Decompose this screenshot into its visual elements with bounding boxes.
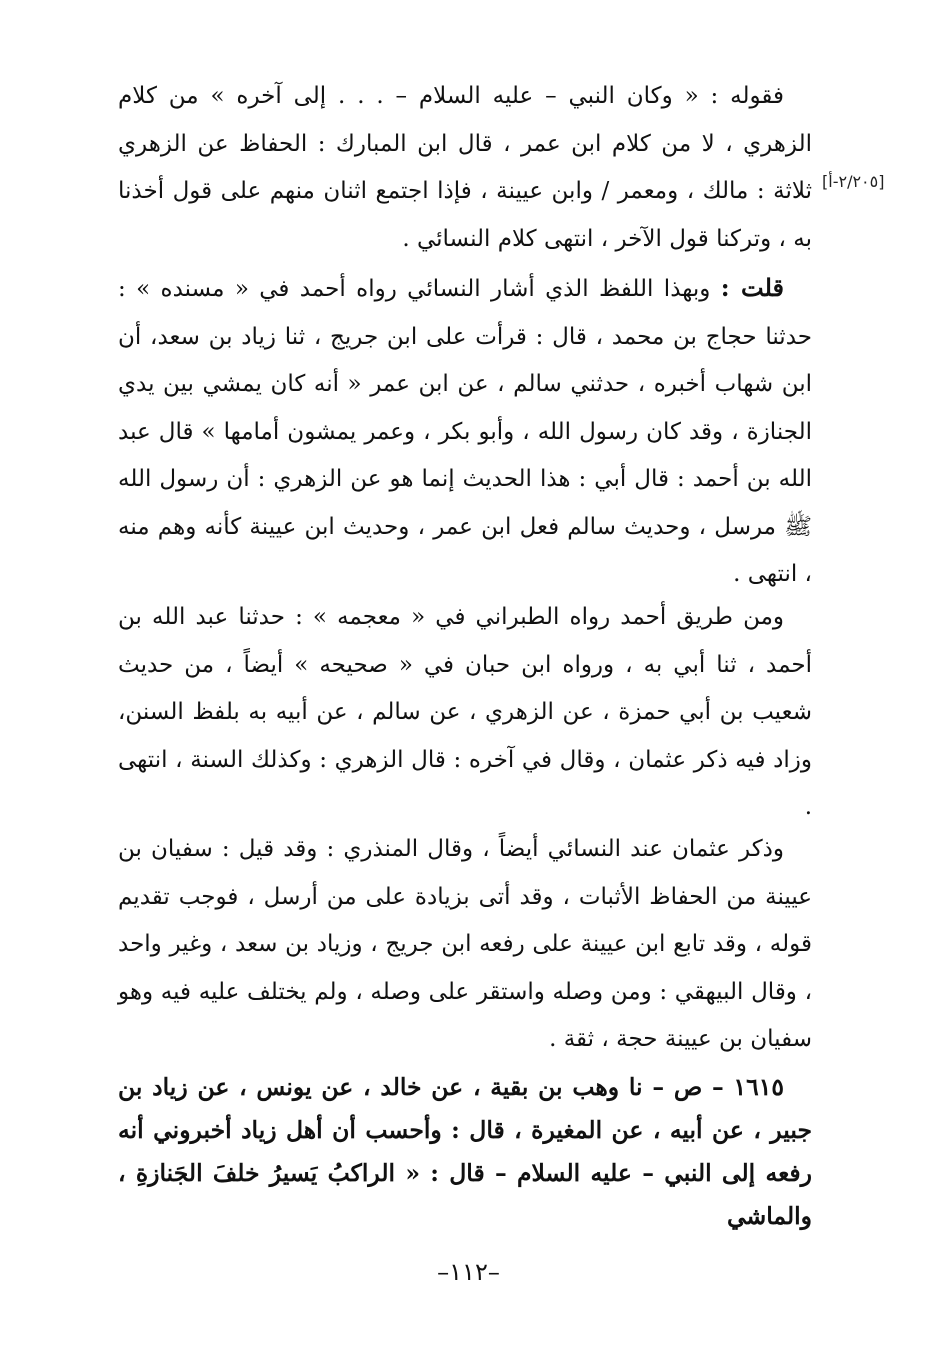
hadith-1615: ١٦١٥ – ص – نا وهب بن بقية ، عن خالد ، عن يونس ، عن زياد بن جبير ، عن أبيه ، عن المغيرة ، قال : وأحسب أن أهل زياد أخبروني أنه رفعه إلى النبي – عليه السلام – قال : « الراكبُ يَسيرُ خلفَ الجَنازةِ ، والماشي [118,1073,812,1230]
margin-folio-note: [٢/٢٠٥-أ] [822,172,885,191]
paragraph-2-lead: قلت : [720,273,785,302]
paragraph-2-body: وبهذا اللفظ الذي أشار النسائي رواه أحمد في « مسنده » : حدثنا حجاج بن محمد ، قال : قرأت على ابن جريج ، ثنا زياد بن سعد، أن ابن شهاب أخبره ، حدثني سالم ، عن ابن عمر « أنه كان يمشي بين يدي الجنازة ، وقد كان رسول الله ، وأبو بكر ، وعمر يمشون أمامها » قال عبد الله بن أحمد : قال أبي : هذا الحديث إنما هو عن الزهري : أن رسول الله ﷺ مرسل ، وحديث سالم فعل ابن عمر ، وحديث ابن عيينة كأنه وهم منه ، انتهى . [118,276,812,587]
paragraph-2-block [118,264,812,599]
paragraph-1-block [118,73,812,263]
paragraph-4: وذكر عثمان عند النسائي أيضاً ، وقال المنذري : وقد قيل : سفيان بن عيينة من الحفاظ الأثبات ، وقد أتى بزيادة على من أرسل ، فوجب تقديم قوله ، وقد تابع ابن عيينة على رفعه ابن جريج ، وزياد بن سعد ، وغير واحد ، وقال البيهقي : ومن وصله واستقر على وصله ، ولم يختلف عليه فيه وهو سفيان بن عيينة حجة ، ثقة . [118,836,812,1052]
paragraph-5-block [118,1066,812,1238]
paragraph-2 [118,264,812,599]
paragraph-1: فقوله : « وكان النبي – عليه السلام – . . . إلى آخره » من كلام الزهري ، لا من كلام ابن عمر ، قال ابن المبارك : الحفاظ عن الزهري ثلاثة : مالك ، ومعمر / وابن عيينة ، فإذا اجتمع اثنان منهم على قول أخذنا به ، وتركنا قول الآخر ، انتهى كلام النسائي . [118,83,812,252]
paragraph-3: ومن طريق أحمد رواه الطبراني في « معجمه » : حدثنا عبد الله بن أحمد ، ثنا أبي به ، ورواه ابن حبان في « صحيحه » أيضاً ، من حديث شعيب بن أبي حمزة ، عن الزهري ، عن سالم ، عن أبيه به بلفظ السنن، وزاد فيه ذكر عثمان ، وقال في آخره : قال الزهري : وكذلك السنة ، انتهى . [118,604,812,820]
page-number: –١١٢– [437,1258,500,1286]
paragraph-4-block [118,826,812,1064]
paragraph-3-block [118,594,812,832]
